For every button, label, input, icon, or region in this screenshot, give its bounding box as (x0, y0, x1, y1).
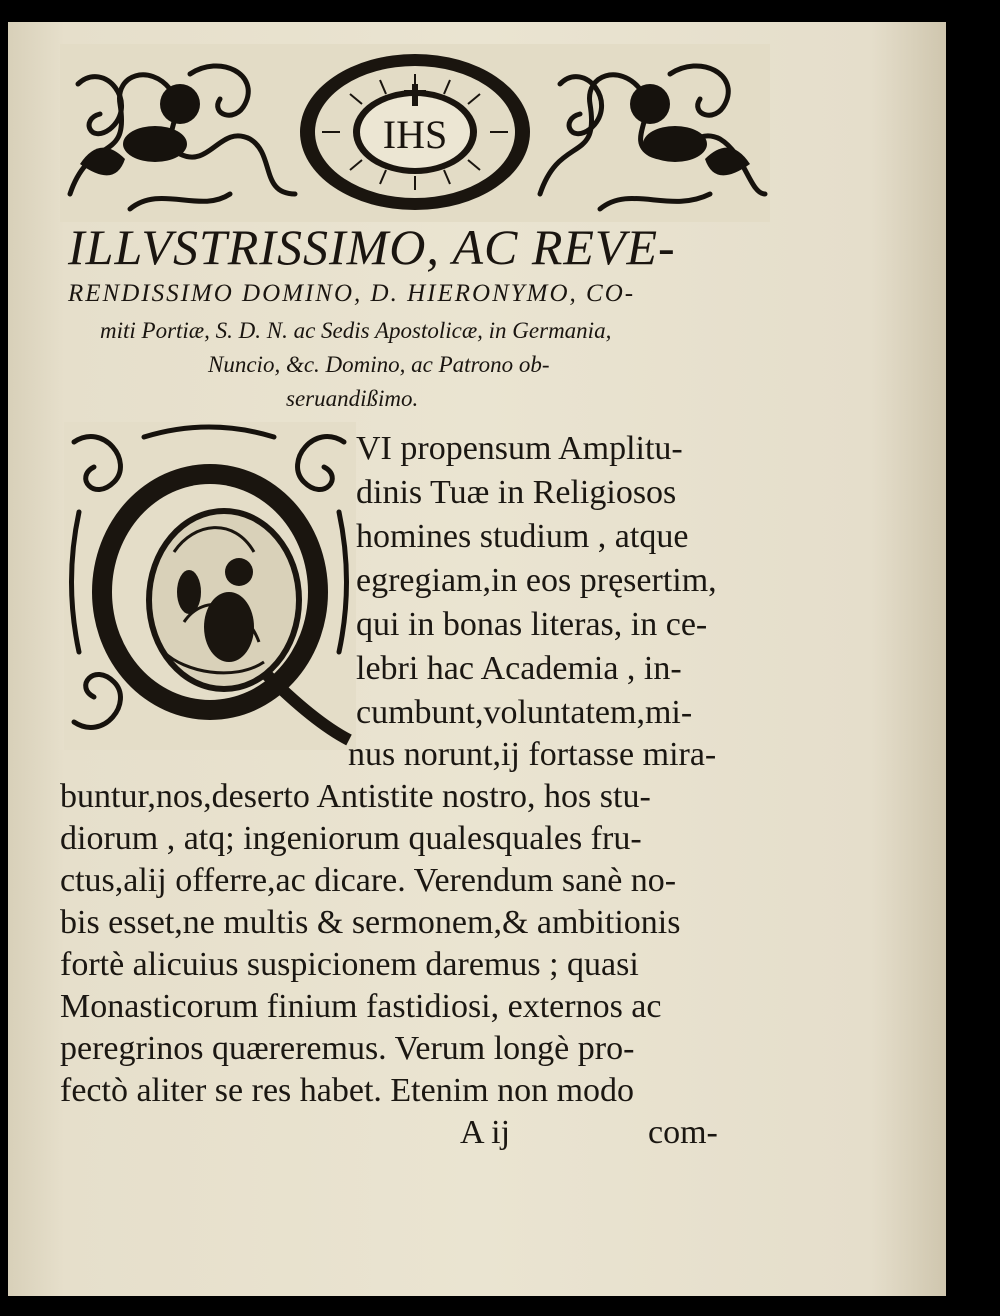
body-line: ctus,alij offerre,ac dicare. Verendum sanè no- (60, 862, 677, 899)
book-page (8, 22, 946, 1296)
body-line: qui in bonas literas, in ce- (356, 606, 708, 643)
ihs-monogram: IHS (382, 112, 448, 157)
body-line: fectò aliter se res habet. Etenim non modo (60, 1072, 635, 1109)
body-line: peregrinos quæreremus. Verum longè pro- (60, 1030, 635, 1067)
title-line-4: Nuncio, &c. Domino, ac Patrono ob- (208, 352, 550, 377)
body-line: homines studium , atque (356, 518, 689, 555)
woodcut-headpiece (60, 44, 770, 222)
body-line: fortè alicuius suspicionem daremus ; quasi (60, 946, 639, 983)
title-line-1: ILLVSTRISSIMO, AC REVE- (68, 219, 676, 275)
signature-mark: A ij (460, 1114, 511, 1151)
catchword: com- (648, 1114, 718, 1151)
body-line: diorum , atq; ingeniorum qualesquales fru- (60, 820, 642, 857)
headpiece-ornament-svg (60, 44, 770, 222)
decorated-initial (64, 422, 356, 750)
body-line: lebri hac Academia , in- (356, 650, 682, 687)
title-line-3: miti Portiæ, S. D. N. ac Sedis Apostolicæ, in Germania, (100, 318, 612, 343)
body-line: cumbunt,voluntatem,mi- (356, 694, 693, 731)
body-line: dinis Tuæ in Religiosos (356, 474, 677, 511)
body-line: bis esset,ne multis & sermonem,& ambitionis (60, 904, 681, 941)
initial-letter: Q (209, 622, 211, 623)
body-line: VI propensum Amplitu- (356, 430, 683, 467)
title-line-2: RENDISSIMO DOMINO, D. HIERONYMO, CO- (68, 280, 636, 307)
body-line: Monasticorum finium fastidiosi, externos ac (60, 988, 662, 1025)
body-line: buntur,nos,deserto Antistite nostro, hos stu- (60, 778, 651, 815)
body-line: egregiam,in eos pręsertim, (356, 562, 717, 599)
initial-ornament-svg (64, 422, 356, 750)
title-line-5: seruandißimo. (286, 386, 419, 411)
body-line: nus norunt,ij fortasse mira- (348, 736, 717, 773)
